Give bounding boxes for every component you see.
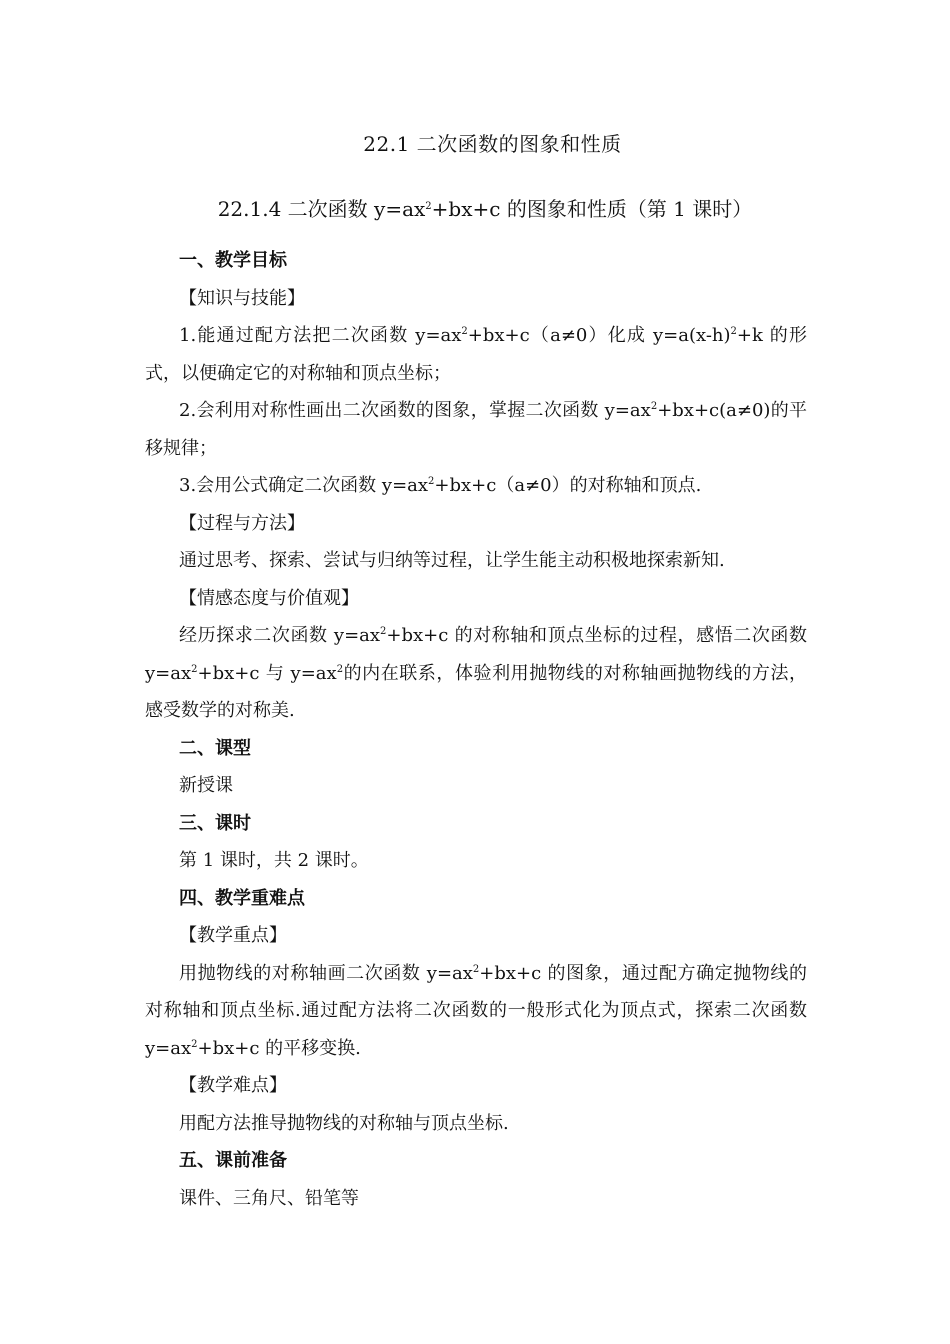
text-run: 经历探求二次函数 y=ax [179, 625, 381, 646]
superscript: 2 [461, 326, 468, 337]
subtitle-sup: 2 [425, 201, 432, 212]
subheading-emotion-values: 【情感态度与价值观】 [179, 587, 359, 609]
subheading-knowledge-skills: 【知识与技能】 [179, 287, 305, 309]
key-points-text [145, 955, 807, 1068]
lesson-type-text: 新授课 [179, 775, 233, 796]
subtitle-text-2: +bx+c 的图象和性质（第 1 课时） [431, 197, 753, 221]
emotion-values-text [145, 617, 807, 730]
objective-item-1 [145, 317, 807, 392]
text-run: +bx+c（a≠0）化成 y=a(x-h) [467, 325, 731, 346]
text-run: +bx+c（a≠0）的对称轴和顶点. [434, 475, 702, 496]
subheading-process-methods: 【过程与方法】 [179, 512, 305, 534]
superscript: 2 [428, 476, 435, 487]
superscript: 2 [336, 663, 344, 675]
superscript: 2 [472, 963, 480, 975]
text-run: +bx+c 与 y=ax [197, 662, 337, 684]
subheading-difficult-points: 【教学难点】 [179, 1075, 287, 1096]
objective-item-2 [145, 392, 807, 467]
text-run: +bx+c 的图象，通过配方确定抛物线的对称轴和顶点坐标.通过配方法将二次函数的一般形式化为顶点式，探索二次函数 y=ax [145, 962, 807, 1059]
text-run: 3.会用公式确定二次函数 y=ax [179, 475, 429, 496]
text-run: 的内在联系，体验利用抛物线的对称轴画抛物线的方法，感受数学的对称美. [145, 662, 807, 721]
text-run: +k 的形式，以便确定它的对称轴和顶点坐标； [145, 325, 807, 384]
text-run: 1.能通过配方法把二次函数 y=ax [179, 325, 462, 346]
section-heading-lesson-type: 二、课型 [179, 737, 251, 759]
process-methods-text: 通过思考、探索、尝试与归纳等过程，让学生能主动积极地探索新知. [179, 550, 725, 571]
superscript: 2 [191, 1038, 198, 1050]
subheading-key-points: 【教学重点】 [179, 925, 287, 946]
section-heading-preparation: 五、课前准备 [179, 1150, 287, 1171]
lesson-subtitle [0, 193, 950, 222]
objective-item-3 [145, 467, 807, 505]
superscript: 2 [730, 326, 737, 337]
text-run: 用抛物线的对称轴画二次函数 y=ax [179, 962, 473, 984]
text-run: 2.会利用对称性画出二次函数的图象，掌握二次函数 y=ax [179, 400, 651, 421]
superscript: 2 [650, 401, 658, 412]
text-run: +bx+c 的对称轴和顶点坐标的过程，感悟二次函数 y=ax [145, 625, 808, 684]
document-title: 22.1 二次函数的图象和性质 [363, 132, 622, 156]
periods-text: 第 1 课时，共 2 课时。 [179, 850, 369, 871]
section-heading-objectives: 一、教学目标 [179, 250, 287, 271]
text-run: +bx+c(a≠0)的平移规律； [145, 400, 807, 459]
superscript: 2 [380, 626, 387, 637]
section-heading-key-difficult: 四、教学重难点 [179, 887, 305, 909]
text-run: +bx+c 的平移变换. [197, 1037, 361, 1059]
preparation-text: 课件、三角尺、铅笔等 [179, 1187, 359, 1209]
document-body [145, 242, 807, 1217]
superscript: 2 [191, 663, 198, 675]
section-heading-periods: 三、课时 [179, 812, 251, 834]
difficult-points-text: 用配方法推导抛物线的对称轴与顶点坐标. [179, 1112, 509, 1134]
subtitle-text-1: 22.1.4 二次函数 y=ax [217, 197, 426, 221]
